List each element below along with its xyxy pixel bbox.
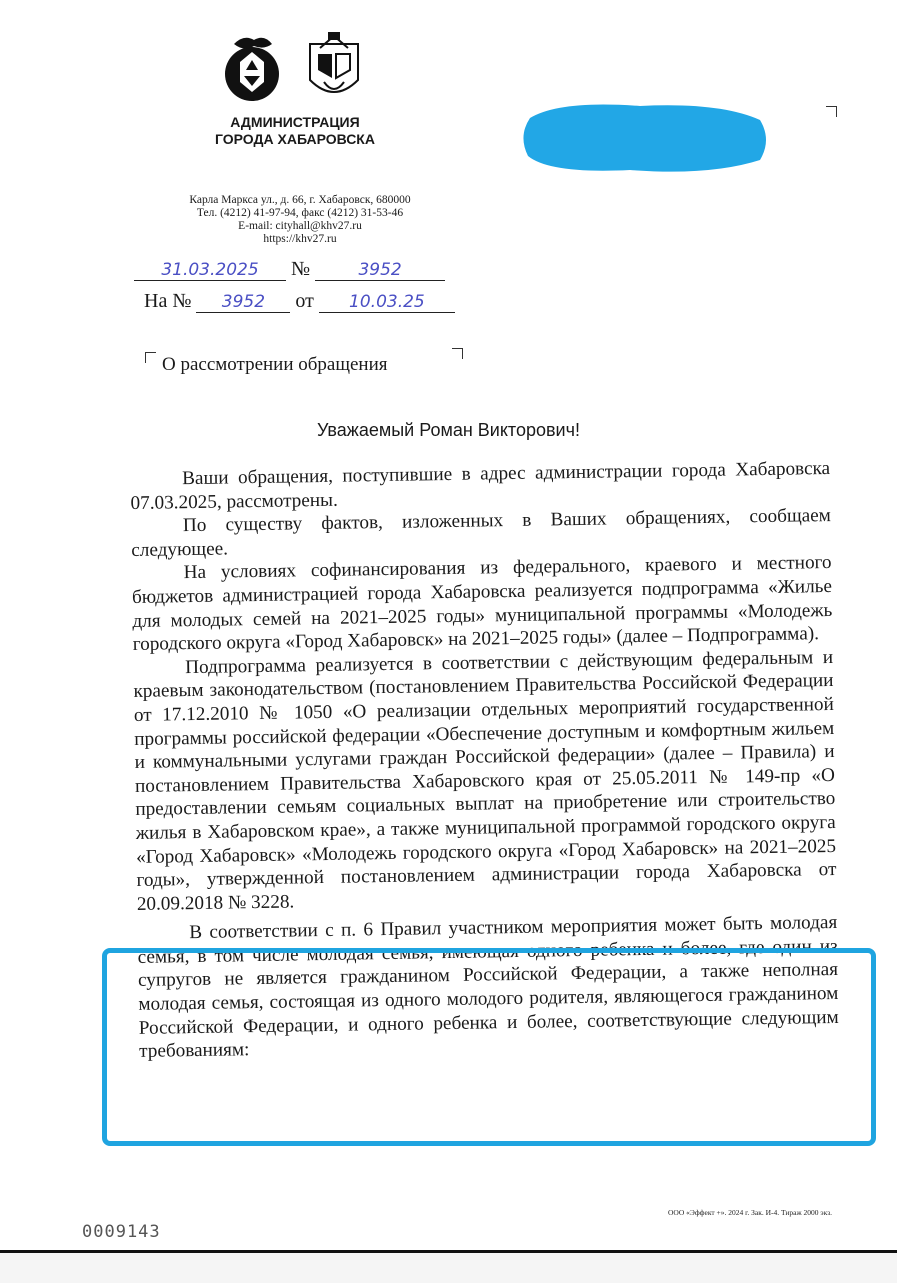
emblems (220, 30, 370, 110)
paragraph: Подпрограмма реализуется в соответствии с действующим федеральным и краевым законодательством (постановлением Правительства Российской Федерации от 17.12.2010 № 1050 «О реализации отдельных мероприятий государственной программы российской федерации «Обеспечение доступным и комфортным жильем и коммунальными услугами граждан Российской федерации» (далее – Правила) и постановлением Правительства Хабаровского края от 25.05.2011 № 149-пр «О предоставлении семьям социальных выплат на приобретение или строительство жилья в Хабаровском крае», а также муниципальной программой городского округа «Город Хабаровск» «Молодежь городского округа «Город Хабаровск» на 2021–2025 годы», утвержденной постановлением администрации города Хабаровска от 20.09.2018 № 3228. (133, 646, 837, 915)
phone: Тел. (4212) 41-97-94, факс (4212) 31-53-46 (196, 207, 404, 219)
website: https://khv27.ru (263, 233, 337, 245)
org-name-line1: АДМИНИСТРАЦИЯ (230, 114, 360, 130)
subject-corner-left (145, 352, 156, 363)
printer-imprint: ООО «Эффект +». 2024 г. Зак. И-4. Тираж 2000 экз. (668, 1208, 833, 1217)
registration-date: 31.03.2025 (134, 260, 286, 281)
highlight-box (102, 948, 876, 1146)
address-corner-mark (826, 106, 837, 117)
org-name (180, 114, 410, 148)
address: Карла Маркса ул., д. 66, г. Хабаровск, 680000 (189, 194, 411, 206)
org-name-line2: ГОРОДА ХАБАРОВСКА (215, 131, 375, 147)
greeting: Уважаемый Роман Викторович! (317, 420, 580, 440)
subject: О рассмотрении обращения (162, 354, 388, 375)
number-sign: № (291, 258, 311, 280)
paragraph: В соответствии с п. 6 Правил участником мероприятия может быть молодая семья, в том числе молодая семья, имеющая одного ребенка и более, где один из супругов не является гражданином Российской Федерации, а также неполная молодая семья, состоящая из одного молодого родителя, являющегося гражданином Российской Федерации, и одного ребенка и более, соответствующие следующим требованиям: (137, 912, 839, 1063)
reply-label: На № (144, 290, 192, 312)
reply-date: 10.03.25 (319, 292, 455, 313)
reply-number: 3952 (196, 292, 290, 313)
reply-line (144, 290, 455, 313)
paragraph: По существу фактов, изложенных в Ваших обращениях, сообщаем следующее. (131, 505, 832, 561)
subject-corner-right (452, 348, 463, 359)
email: E-mail: cityhall@khv27.ru (238, 220, 362, 232)
registration-line (134, 258, 445, 281)
city-coat-of-arms-icon (220, 30, 284, 106)
contacts-block (150, 194, 450, 246)
region-coat-of-arms-icon (302, 30, 366, 106)
paragraph: Ваши обращения, поступившие в адрес администрации города Хабаровска 07.03.2025, рассмотрены. (130, 458, 831, 514)
serial-number: 0009143 (82, 1222, 161, 1242)
scan-bottom-edge (0, 1250, 897, 1283)
redaction-blot (520, 100, 770, 175)
paragraph: На условиях софинансирования из федерального, краевого и местного бюджетов администрацией города Хабаровска реализуется подпрограмма «Жилье для молодых семей на 2021–2025 годы» муниципальной программы «Молодежь городского округа «Город Хабаровск» на 2021–2025 годы» (далее – Подпрограмма). (131, 552, 833, 656)
from-label: от (295, 290, 314, 312)
registration-number: 3952 (315, 260, 445, 281)
